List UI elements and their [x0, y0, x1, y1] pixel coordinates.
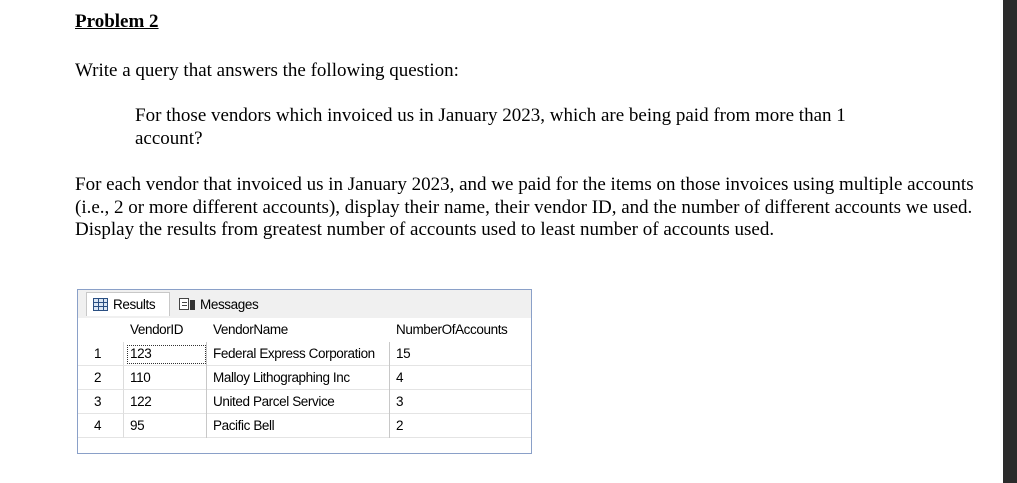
column-header-vendorid[interactable]: VendorID — [130, 322, 184, 337]
accounts-cell[interactable]: 4 — [390, 366, 531, 390]
problem-heading: Problem 2 — [75, 11, 159, 32]
table-row[interactable] — [78, 414, 531, 438]
results-table — [78, 318, 531, 453]
column-divider — [206, 342, 207, 438]
question-text: For those vendors which invoiced us in January 2023, which are being paid from more than 1 account? — [135, 105, 846, 149]
instructions-paragraph: For each vendor that invoiced us in January 2023, and we paid for the items on those invoices using multiple accounts (i.e., 2 or more different accounts), display their name, their vendor ID, and the number of different accounts we used. Display the results from greatest number of accounts used to least number of accounts used. — [75, 174, 974, 240]
table-row[interactable] — [78, 390, 531, 414]
selected-cell-focus — [127, 345, 206, 364]
vendor-id-cell[interactable]: 123 — [124, 342, 207, 366]
vendor-name-cell[interactable]: Malloy Lithographing Inc — [207, 366, 390, 390]
accounts-cell[interactable]: 2 — [390, 414, 531, 438]
vendor-id-cell[interactable]: 110 — [124, 366, 207, 390]
messages-icon — [179, 297, 195, 311]
accounts-cell[interactable]: 3 — [390, 390, 531, 414]
column-header-numberofaccounts[interactable]: NumberOfAccounts — [396, 322, 508, 337]
intro-text: Write a query that answers the following question: — [75, 60, 459, 81]
accounts-cell[interactable]: 15 — [390, 342, 531, 366]
column-header-vendorname[interactable]: VendorName — [213, 322, 288, 337]
window-scrollbar[interactable] — [1003, 0, 1017, 483]
row-number[interactable]: 1 — [78, 342, 124, 366]
grid-icon — [93, 298, 108, 311]
tab-results-label: Results — [113, 297, 156, 312]
row-number-header — [78, 318, 124, 342]
column-divider — [389, 342, 390, 438]
vendor-id-cell[interactable]: 122 — [124, 390, 207, 414]
results-grid-panel — [77, 289, 532, 454]
vendor-name-cell[interactable]: Pacific Bell — [207, 414, 390, 438]
row-number[interactable]: 3 — [78, 390, 124, 414]
vendor-name-cell[interactable]: Federal Express Corporation — [207, 342, 390, 366]
vendor-id-cell[interactable]: 95 — [124, 414, 207, 438]
vendor-name-cell[interactable]: United Parcel Service — [207, 390, 390, 414]
table-header-row — [78, 318, 531, 342]
tab-messages[interactable] — [173, 292, 273, 316]
row-number[interactable]: 4 — [78, 414, 124, 438]
results-tabbar — [78, 290, 531, 318]
tab-results[interactable] — [86, 292, 170, 316]
table-row[interactable] — [78, 366, 531, 390]
tab-messages-label: Messages — [200, 296, 259, 312]
row-number[interactable]: 2 — [78, 366, 124, 390]
